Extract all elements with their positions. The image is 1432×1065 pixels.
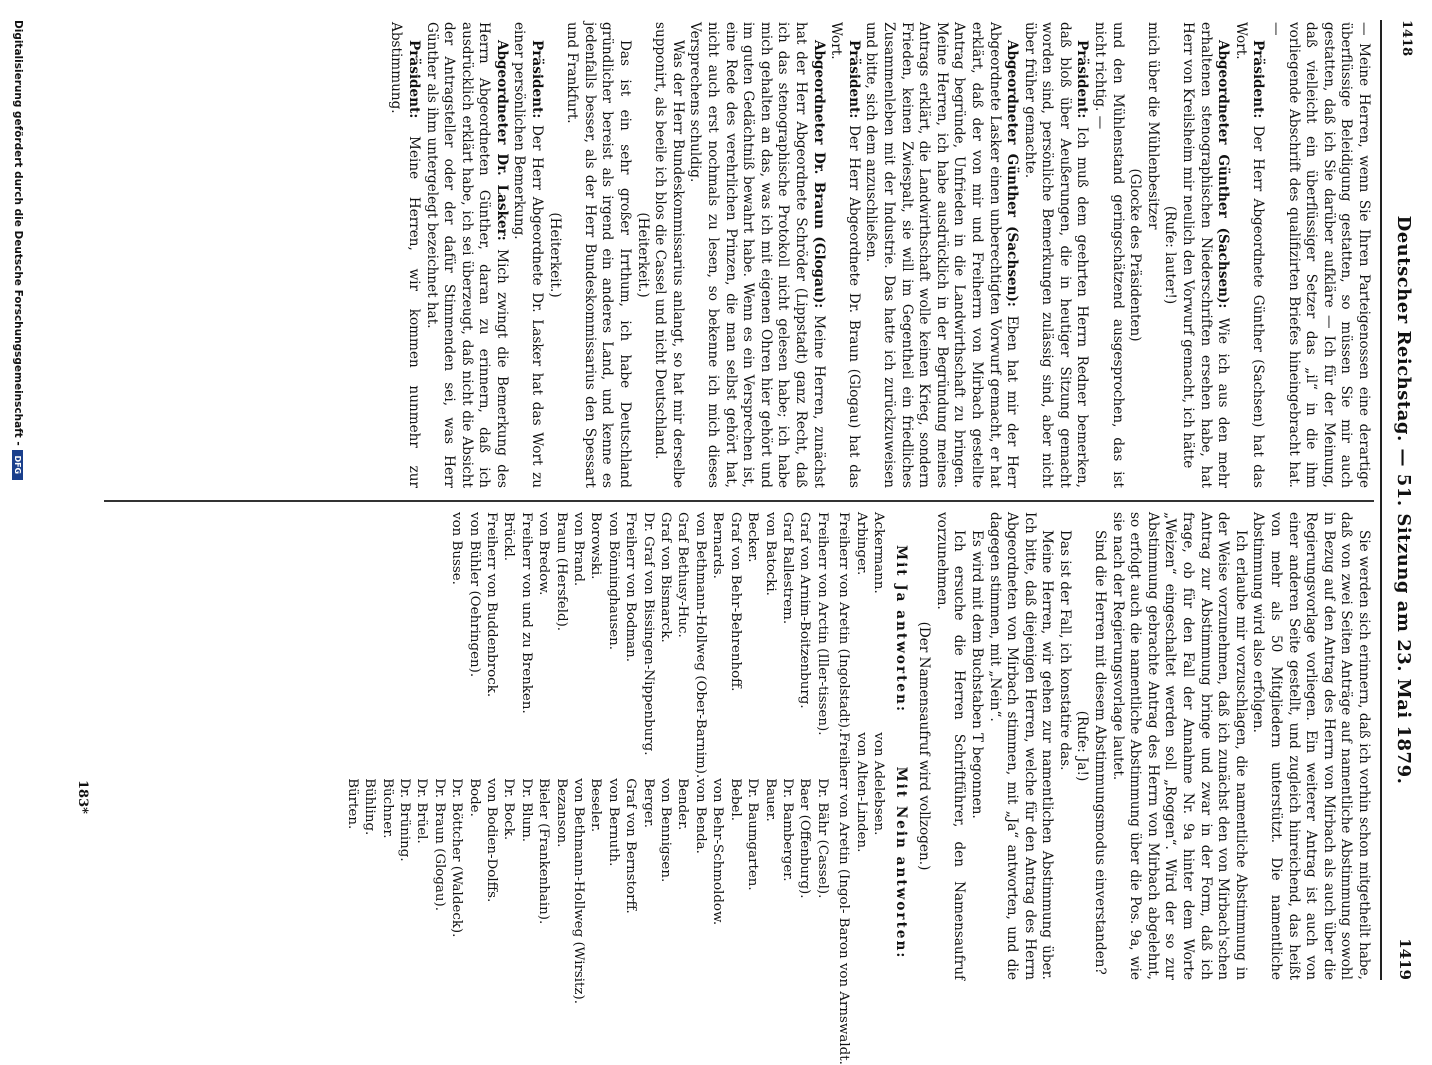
paragraph: Sind die Herren mit diesem Abstimmungsmodus einverstanden? (1092, 530, 1109, 975)
voter-name: Graf von Arnim-Boitzenburg. (797, 512, 813, 709)
speech-text: Der Herr Abgeordnete Dr. Braun (Glogau) hat das Wort. (828, 22, 862, 488)
column-divider (104, 500, 1374, 502)
interjection: (Rufe: lauter!) (1162, 205, 1179, 305)
voter-name: Bender. (675, 778, 691, 831)
voter-name: von Bodien-Dolffs. (484, 778, 500, 903)
voter-name: Braun (Hersfeld). (553, 512, 569, 632)
paragraph (686, 22, 827, 488)
voter-name: Beseler. (588, 778, 604, 833)
voter-name: Bühling. (362, 778, 378, 836)
header-rule (1380, 20, 1382, 980)
yes-top-list (835, 512, 887, 732)
paragraph: — Meine Herren, wenn Sie Ihren Parteigenossen eine derartige überflüssige Beleidigung gestatten, so müssen Sie mir auch gestatten, daß ich Sie darüber aufkläre — Ich für der Meinung, daß vielleicht ein überflüssiger Setzer das „il“ in die ihm vorliegende Abschrift des qualifizirten Briefes hineingebracht hat. — (1268, 22, 1372, 488)
voter-name: von Bethmann-Hollweg (Wirsitz). (571, 778, 587, 1004)
yes-header: Mit Ja antworten: (892, 545, 909, 713)
paragraph: Meine Herren, wir gehen zur namentlichen Abstimmung über. Ich bitte, daß diejenigen Herren, welche für den Antrag des Herrn Abgeordneten von Mirbach stimmen, mit „Ja“ antworten, und die dagegen stimmen, mit „Nein“. (986, 512, 1056, 980)
voter-name: Dr. Graf von Bissingen-Nippenburg. (640, 512, 656, 756)
voter-name: Baer (Offenburg). (797, 778, 813, 899)
speech-text: Wie ich aus den mehr erhaltenen stenographischen Niederschriften ersehen habe, hat Herr von Kreilsheim mir neulich den Vorwurf gemacht, ich hätte (1180, 22, 1232, 488)
left-column (387, 22, 1372, 488)
voter-name: Freiherr von Aretin (Ingol- Baron von Arnswaldt. (836, 732, 852, 1065)
voter-name: Bauer. (762, 778, 778, 822)
page-number-right: 1419 (1396, 938, 1414, 980)
voter-name: Berger. (640, 778, 656, 829)
voter-name: von Alten-Linden. (853, 732, 869, 853)
voter-name: von Busse. (449, 512, 465, 585)
voter-name: Graf von Behr-Behrenhoff. (727, 512, 743, 692)
speech-text: Meine Herren, zunächst hat der Herr Abgeordnete Schröder (Lippstadt) ganz Recht, daß ich das stenographische Protokoll nicht gelesen habe; ich habe mich gehalten an das, was ich mit eigenen Ohren hier gehört und im guten Gedächtniß bewahrt habe. Wenn es ein Versprechen ist, eine Rede des verehrlichen Prinzen, die man selbst gehört hat, nicht auch erst nochmals zu lesen, so bekenne ich mich dieses Versprechens schuldig. (687, 22, 827, 488)
voter-name: Dr. Bock. (501, 778, 517, 841)
speech-text: Meine Herren, wir kommen nunmehr zur Abstimmung. (388, 22, 422, 488)
paragraph (1231, 22, 1266, 488)
speech-text: Ich muß dem geehrten Herrn Redner bemerken, daß bloß über Aeußerungen, die in heutiger Sitzung gemacht worden sind, persönliche Bemerkungen zulässig sind, aber nicht über früher gemachte. (1021, 22, 1091, 488)
voter-name: von Brand. (571, 512, 587, 587)
no-name-list (343, 778, 830, 1004)
voter-name: von Benda. (692, 778, 708, 854)
paragraph: Was der Herr Bundeskommissarius anlangt, so hat mir derselbe supponirt, als beeile ich blos die Cassel und nicht Deutschland. (652, 22, 686, 488)
paragraph: Sie werden sich erinnern, daß ich vorhin schon mitgetheilt habe, daß von zwei Seiten Anträge auf namentliche Abstimmung sowohl in Bezug auf den Antrag des Herrn von Mirbach als auch über die Regierungsvorlage vorliegen. Ein weiterer Antrag ist auch von einer anderen Seite gestellt, und zugleich hinreichend, das heißt von mehr als 50 Mitgliedern unterstützt. Die namentliche Abstimmung wird also erfolgen. (1250, 512, 1372, 980)
voter-name: Dr. Bamberger. (779, 778, 795, 882)
voter-name: Borowski. (588, 512, 604, 580)
paragraph (862, 22, 1020, 488)
speech-text: Eben hat mir der Herr Abgeordnete Lasker einen unberechtigten Vorwurf gemacht, er hat erklärt, daß der von mir und Freiherrn von Mirbach gestellte Antrag begründe, Unfrieden in die Landwirthschaft zu bringen. Meine Herren, ich habe ausdrücklich in der Begründung meines Antrags erklärt, die Landwirthschaft wolle keinen Krieg, sondern Frieden, keinen Zwiespalt, sie will im Gegentheil ein friedliches Zusammenleben mit der Industrie. Das hatte ich zurückzuweisen und bitte, sich dem anzuschließen. (863, 22, 1021, 488)
voter-name: Bebel. (727, 778, 743, 821)
voter-name: von Bennigsen. (658, 778, 674, 883)
paragraph (510, 22, 545, 488)
rollcall-note: (Der Namensaufruf wird vollzogen.) (916, 621, 933, 871)
signature-number: 183* (75, 780, 90, 814)
paragraph (1178, 22, 1231, 488)
page-number-left: 1418 (1399, 20, 1414, 57)
speaker: Präsident: (1250, 40, 1267, 119)
paragraph: Ich ersuche die Herren Schriftführer, den Namensaufruf vorzunehmen. (933, 512, 968, 980)
no-header: Mit Nein antworten: (892, 766, 909, 960)
voter-name: Freiherr von Aretin (Ingolstadt). (836, 512, 852, 733)
voter-name: Graf Bethusy-Huc. (675, 512, 691, 638)
voter-name: Freiherr von und zu Brenken. (518, 512, 534, 714)
digitization-credit (12, 20, 24, 480)
paragraph: Das ist ein sehr großer Irrthum, ich habe Deutschland gründlicher bereist als irgend ein anderes Land, und kenne es jedenfalls besser, als der Herr Bundeskommissarius den Spessart und Frankfurt. (564, 22, 634, 488)
voter-name: Graf von Bismarck. (658, 512, 674, 643)
speaker: Präsident: (405, 40, 422, 119)
speaker: Abgeordneter Günther (Sachsen): (1215, 40, 1232, 309)
speaker: Abgeordneter Dr. Lasker: (493, 40, 510, 241)
voter-name: Freiherr von Buddenbrock. (484, 512, 500, 698)
voter-name: Graf Ballestrem. (779, 512, 795, 625)
running-title: Deutscher Reichstag. — 51. Sitzung am 23. Mai 1879. (1393, 215, 1414, 785)
page-header (1388, 20, 1414, 980)
vote-top-lists (835, 512, 887, 1065)
voter-name: von Bethmann-Hollweg (Ober-Barnim). (692, 512, 708, 779)
paragraph: mich über die Mühlenbesitzer (1144, 22, 1161, 230)
speaker: Abgeordneter Dr. Braun (Glogau): (810, 40, 827, 309)
voter-name: Becker. (745, 512, 761, 563)
yes-name-list (343, 512, 830, 778)
paragraph: und den Mühlenstand geringschätzend ausgesprochen, das ist nicht richtig. — (1092, 22, 1126, 488)
speaker: Präsident: (529, 40, 546, 119)
voter-name: Dr. Braun (Glogau). (431, 778, 447, 912)
voter-name: von Bühler (Oehringen). (466, 512, 482, 678)
speech-text: Der Herr Abgeordnete Dr. Lasker hat das Wort zu einer persönlichen Bemerkung. (511, 22, 546, 488)
paragraph: Das ist der Fall, ich konstatire das. (1056, 530, 1073, 771)
voter-name: Büchner. (379, 778, 395, 839)
vote-name-lists (343, 512, 830, 1004)
voter-name: Bieler (Frankenhain). (536, 778, 552, 925)
interjection: (Heiterkeit.) (546, 212, 563, 298)
voter-name: Arbinger. (853, 512, 869, 576)
speech-text: Mich zwingt die Bemerkung des Herrn Abgeordneten Günther, daran zu erinnern, daß ich ausdrücklich erklärt habe, ich sei überzeugt, daß nicht die Absicht der Antragsteller oder der dafür Stimmenden sei, was Herr Günther als ihm untergelegt bezeichnet hat. (423, 22, 510, 488)
paragraph (422, 22, 510, 488)
paragraph: Es wird mit dem Buchstaben T begonnen. (968, 530, 985, 819)
voter-name: Dr. Bähr (Cassel). (814, 778, 830, 899)
voter-name: von Adelebsen. (870, 732, 886, 836)
voter-name: Brückl. (501, 512, 517, 562)
credit-text: Digitalisierung gefördert durch die Deutsche Forschungsgemeinschaft - (12, 20, 24, 446)
dfg-logo: DFG (13, 450, 24, 480)
voter-name: Dr. Böttcher (Waldeck). (449, 778, 465, 938)
paragraph (1020, 22, 1090, 488)
no-top-list (835, 732, 887, 1065)
paragraph (827, 22, 862, 488)
voter-name: von Batocki. (762, 512, 778, 596)
interjection: (Glocke des Präsidenten) (1127, 168, 1144, 342)
voter-name: von Bernuth. (605, 778, 621, 867)
voter-name: Graf von Bernstorff. (623, 778, 639, 914)
voter-name: Dr. Baumgarten. (745, 778, 761, 891)
voter-name: Freiherr von Bodman. (623, 512, 639, 663)
interjection: (Rufe: Ja!) (1074, 710, 1091, 782)
voter-name: Bezanson. (553, 778, 569, 848)
paragraph: Ich erlaube mir vorzuschlagen, die namentliche Abstimmung in der Weise vorzunehmen, daß ich zunächst den von Mirbach'schen Antrag zur Abstimmung bringe und zwar in der Form, daß ich frage, ob für den Fall der Annahme Nr. 9a hinter dem Worte „Weizen“ eingeschaltet werden soll „Roggen“. Wird der so zur Abstimmung gebrachte Antrag des Herrn von Mirbach abgelehnt, so erfolgt auch die namentliche Abstimmung über die Pos. 9a, wie sie nach der Regierungsvorlage lautet. (1109, 512, 1249, 980)
interjection: (Heiterkeit.) (634, 212, 651, 298)
voter-name: Bernards. (710, 512, 726, 579)
voter-name: Bürten. (344, 778, 360, 830)
speaker: Präsident: (1074, 40, 1091, 119)
speech-text: Der Herr Abgeordnete Günther (Sachsen) hat das Wort. (1232, 22, 1267, 488)
speaker: Präsident: (845, 40, 862, 119)
voter-name: von Bredow. (536, 512, 552, 596)
vote-headers (891, 512, 909, 980)
voter-name: von Behr-Schmoldow. (710, 778, 726, 926)
voter-name: Ackermann. (870, 512, 886, 594)
voter-name: Dr. Blum. (518, 778, 534, 843)
voter-name: Freiherr von Arctin (Iller-tissen). (814, 512, 830, 736)
right-column (343, 512, 1372, 1065)
paragraph (387, 22, 422, 488)
speaker: Abgeordneter Günther (Sachsen): (1004, 40, 1021, 307)
voter-name: Bode. (466, 778, 482, 817)
voter-name: von Bönninghausen. (605, 512, 621, 651)
voter-name: Dr. Brüning. (397, 778, 412, 862)
voter-name: Dr. Brüel. (414, 778, 430, 844)
